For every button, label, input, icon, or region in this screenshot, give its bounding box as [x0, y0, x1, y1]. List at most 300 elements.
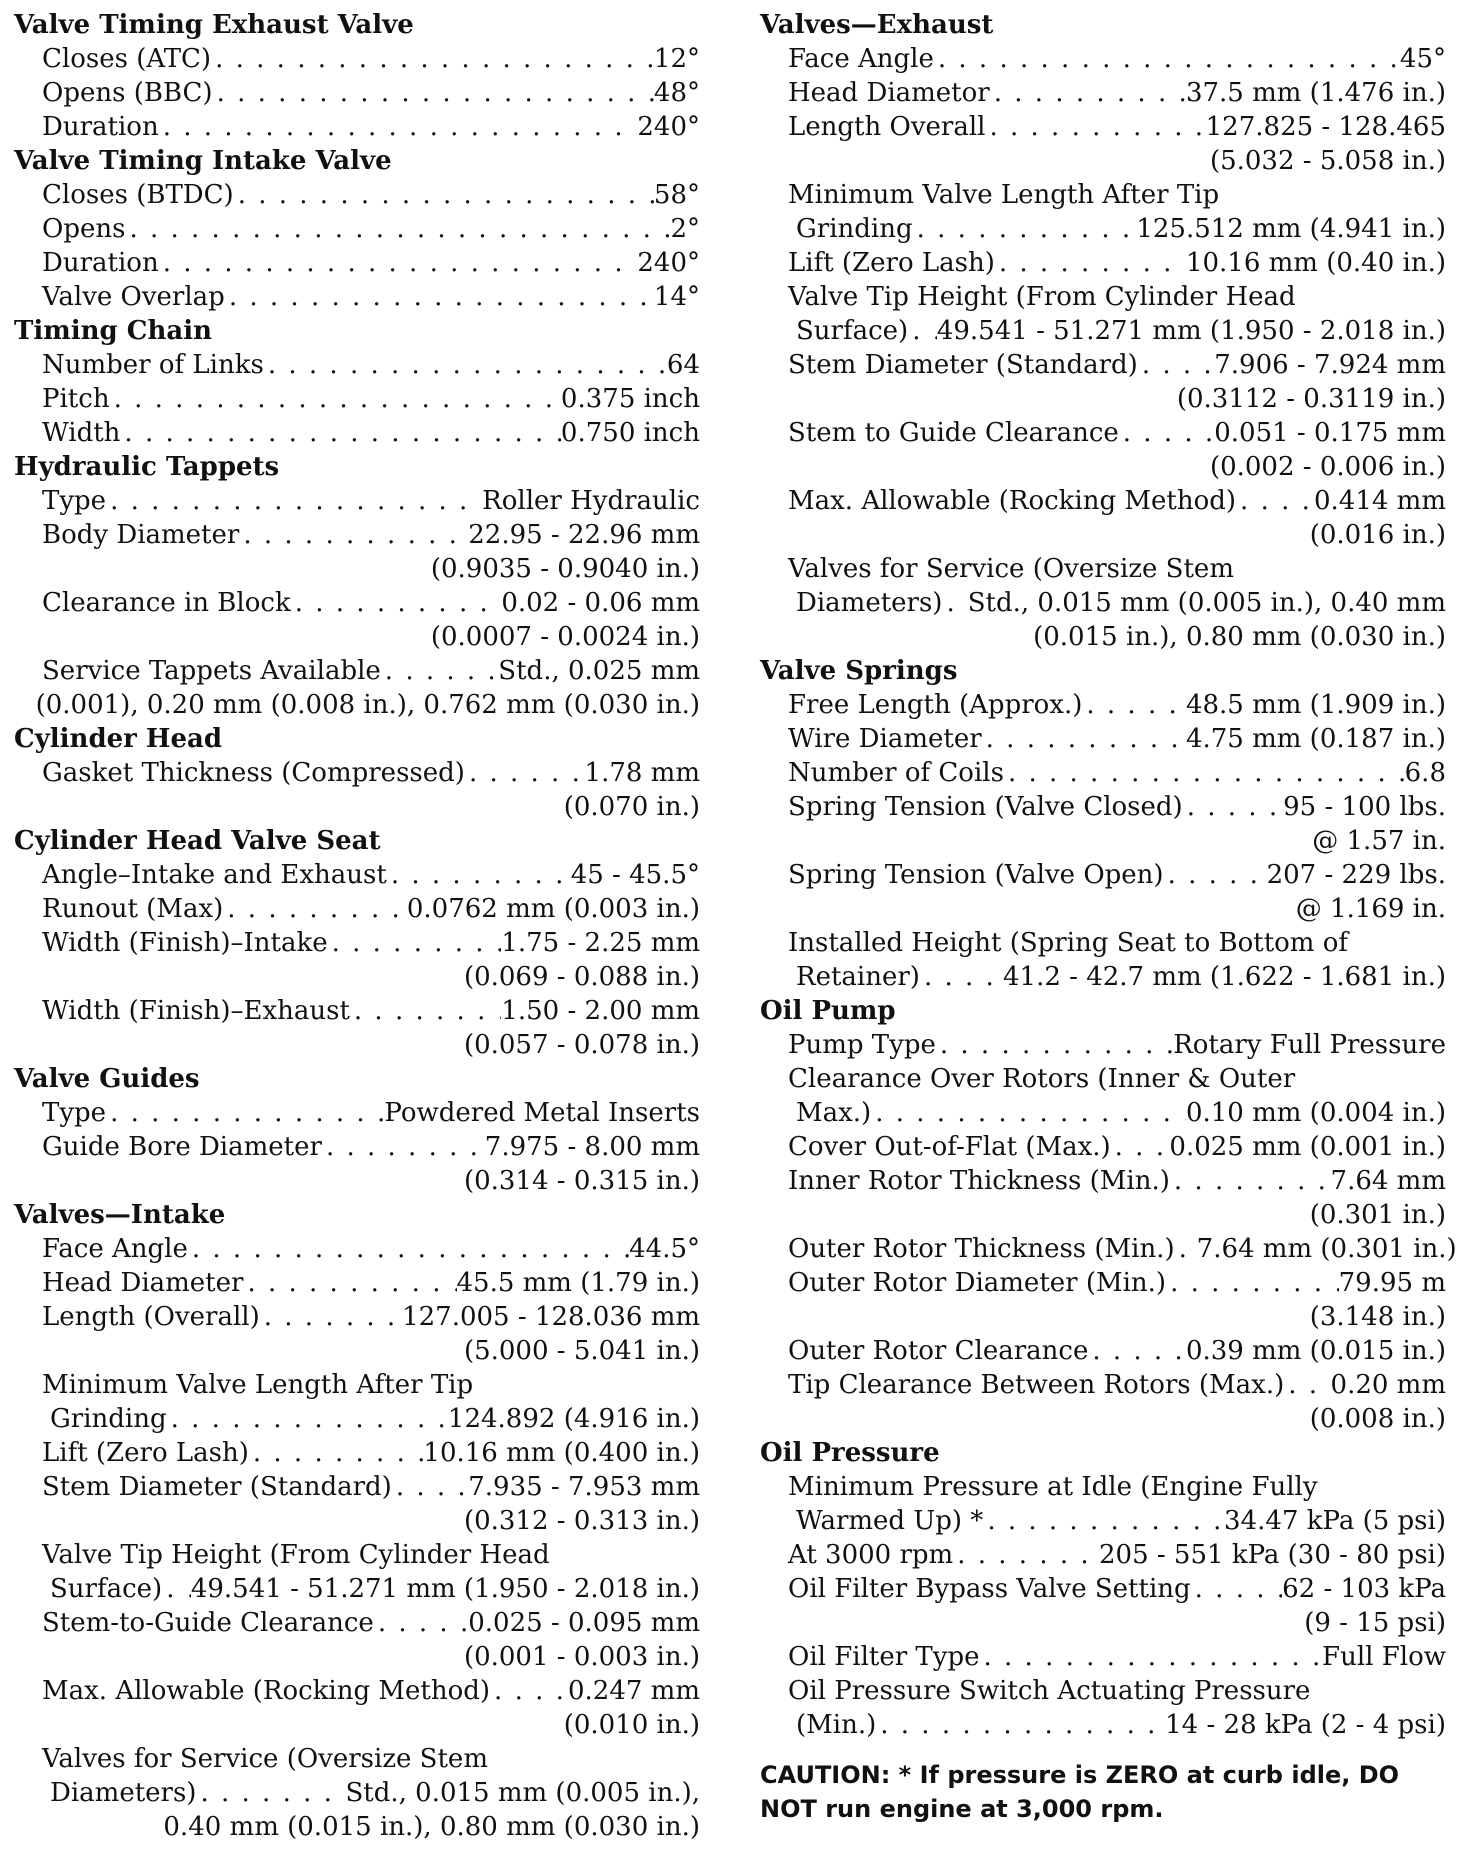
spec-row: [14, 76, 700, 110]
spec-value: 0.0762 mm (0.003 in.): [406, 894, 700, 924]
spec-label: Outer Rotor Clearance: [788, 1336, 1089, 1366]
leader-dots: [1111, 1130, 1170, 1164]
spec-label: Angle–Intake and Exhaust: [42, 860, 387, 890]
spec-value: 7.935 - 7.953 mm: [468, 1472, 700, 1502]
spec-label: Duration: [42, 112, 159, 142]
leader-dots: [159, 246, 638, 280]
spec-value-continued: (0.314 - 0.315 in.): [463, 1166, 700, 1196]
leader-dots: [225, 280, 654, 314]
spec-value: 205 - 551 kPa (30 - 80 psi): [1098, 1540, 1446, 1570]
leader-dots: [465, 756, 585, 790]
section-valves-intake: [14, 1198, 700, 1844]
spec-label-line: Installed Height (Spring Seat to Bottom of: [788, 928, 1348, 958]
section-timing-chain: [14, 314, 700, 450]
spec-label-line: Minimum Pressure at Idle (Engine Fully: [788, 1472, 1318, 1502]
spec-value: 44.5°: [629, 1234, 700, 1264]
section-heading: Cylinder Head: [14, 724, 223, 754]
spec-label: Outer Rotor Thickness (Min.): [788, 1234, 1175, 1264]
spec-value: 14°: [653, 282, 700, 312]
spec-value: 124.892 (4.916 in.): [447, 1404, 700, 1434]
leader-dots: [982, 722, 1186, 756]
spec-label: Pitch: [42, 384, 110, 414]
spec-label-line: Valve Tip Height (From Cylinder Head: [788, 282, 1296, 312]
spec-label: Free Length (Approx.): [788, 690, 1083, 720]
spec-value: 2°: [670, 214, 700, 244]
leader-dots: [1183, 790, 1283, 824]
spec-value: 10.16 mm (0.400 in.): [423, 1438, 700, 1468]
spec-label: Max. Allowable (Rocking Method): [788, 486, 1237, 516]
spec-label: At 3000 rpm: [788, 1540, 954, 1570]
spec-row: [14, 994, 700, 1028]
section-valve-timing-exhaust-valve: [14, 8, 700, 144]
spec-value-continued: (0.301 in.): [1309, 1200, 1446, 1230]
spec-value-continued: (0.016 in.): [1309, 520, 1446, 550]
spec-row: [14, 280, 700, 314]
spec-label: Retainer): [796, 962, 920, 992]
spec-label: Stem to Guide Clearance: [788, 418, 1119, 448]
spec-label: Opens (BBC): [42, 78, 213, 108]
spec-value: 0.025 - 0.095 mm: [468, 1608, 700, 1638]
spec-label: Lift (Zero Lash): [788, 248, 995, 278]
leader-dots: [234, 178, 654, 212]
leader-dots: [1191, 1572, 1282, 1606]
section-cylinder-head: [14, 722, 700, 824]
spec-row: [760, 1266, 1446, 1300]
spec-label: Inner Rotor Thickness (Min.): [788, 1166, 1170, 1196]
spec-label: Body Diameter: [42, 520, 240, 550]
leader-dots: [188, 1232, 629, 1266]
leader-dots: [1082, 688, 1186, 722]
spec-label: Number of Links: [42, 350, 264, 380]
spec-row: [14, 518, 700, 552]
spec-label: Clearance in Block: [42, 588, 291, 618]
leader-dots: [1088, 1334, 1186, 1368]
leader-dots: [167, 1402, 448, 1436]
section-heading: Oil Pressure: [760, 1438, 940, 1468]
right-sections: [760, 8, 1457, 1742]
spec-label: Max. Allowable (Rocking Method): [42, 1676, 491, 1706]
spec-value: 0.10 mm (0.004 in.): [1185, 1098, 1446, 1128]
spec-value: 62 - 103 kPa: [1282, 1574, 1446, 1604]
spec-label: Head Diametor: [788, 78, 990, 108]
leader-dots: [125, 212, 670, 246]
spec-label: Duration: [42, 248, 159, 278]
spec-value: 95 - 100 lbs.: [1283, 792, 1446, 822]
spec-row: [760, 756, 1446, 790]
spec-row: [14, 382, 700, 416]
leader-dots: [110, 382, 561, 416]
spec-value: 79.95 m: [1338, 1268, 1446, 1298]
leader-dots: [908, 314, 937, 348]
spec-value: 34.47 kPa (5 psi): [1224, 1506, 1446, 1536]
spec-row: [14, 1572, 700, 1606]
spec-label: Service Tappets Available: [42, 656, 381, 686]
spec-row: [760, 1232, 1457, 1266]
spec-row: [760, 1504, 1446, 1538]
spec-label-line: Minimum Valve Length After Tip: [42, 1370, 474, 1400]
leader-dots: [913, 212, 1137, 246]
spec-value: 0.051 - 0.175 mm: [1214, 418, 1446, 448]
section-valves-exhaust: [760, 8, 1446, 654]
spec-label: Outer Rotor Diameter (Min.): [788, 1268, 1167, 1298]
spec-value-continued: 0.40 mm (0.015 in.), 0.80 mm (0.030 in.): [163, 1812, 700, 1842]
caution-line-2: NOT run engine at 3,000 rpm.: [760, 1795, 1164, 1823]
spec-label: Width (Finish)–Intake: [42, 928, 328, 958]
spec-label: Head Diameter: [42, 1268, 244, 1298]
spec-row: [14, 1130, 700, 1164]
spec-label: Wire Diameter: [788, 724, 982, 754]
spec-value: 4.75 mm (0.187 in.): [1185, 724, 1446, 754]
spec-row: [760, 348, 1446, 382]
spec-row: [14, 1096, 700, 1130]
spec-value: Std., 0.025 mm: [498, 656, 700, 686]
spec-row: [14, 212, 700, 246]
leader-dots: [243, 1266, 456, 1300]
leader-dots: [328, 926, 502, 960]
spec-row: [14, 416, 700, 450]
spec-value: 41.2 - 42.7 mm (1.622 - 1.681 in.): [1003, 962, 1446, 992]
spec-value-continued: (0.015 in.), 0.80 mm (0.030 in.): [1033, 622, 1446, 652]
spec-label-line: Oil Pressure Switch Actuating Pressure: [788, 1676, 1311, 1706]
spec-value: 49.541 - 51.271 mm (1.950 - 2.018 in.): [936, 316, 1446, 346]
spec-row: [760, 1334, 1446, 1368]
spec-value: 49.541 - 51.271 mm (1.950 - 2.018 in.): [190, 1574, 700, 1604]
leader-dots: [387, 858, 571, 892]
spec-label: Gasket Thickness (Compressed): [42, 758, 465, 788]
spec-label: Opens: [42, 214, 126, 244]
spec-label: Length (Overall): [42, 1302, 260, 1332]
spec-label: Surface): [796, 316, 909, 346]
spec-label: Cover Out-of-Flat (Max.): [788, 1132, 1111, 1162]
leader-dots: [223, 892, 407, 926]
spec-label: Length Overall: [788, 112, 986, 142]
spec-value-continued: (0.9035 - 0.9040 in.): [430, 554, 700, 584]
section-heading: Oil Pump: [760, 996, 896, 1026]
spec-label-line: Valves for Service (Oversize Stem: [788, 554, 1234, 584]
spec-row: [760, 110, 1446, 144]
spec-row: [14, 756, 700, 790]
spec-value-continued: (0.001 - 0.003 in.): [463, 1642, 700, 1672]
leader-dots: [1236, 484, 1314, 518]
spec-value: 0.750 inch: [560, 418, 700, 448]
spec-value: Std., 0.015 mm (0.005 in.), 0.40 mm: [967, 588, 1446, 618]
spec-label: Diameters): [50, 1778, 197, 1808]
section-heading: Valve Timing Intake Valve: [14, 146, 392, 176]
leader-dots: [162, 1572, 191, 1606]
section-heading: Valve Guides: [14, 1064, 200, 1094]
leader-dots: [995, 246, 1186, 280]
leader-dots: [322, 1130, 485, 1164]
spec-row: [14, 348, 700, 382]
spec-row: [14, 1232, 700, 1266]
leader-dots: [990, 76, 1186, 110]
spec-row: [760, 1096, 1446, 1130]
leader-dots: [953, 1538, 1099, 1572]
right-column: [760, 8, 1457, 1826]
spec-label: Grinding: [50, 1404, 167, 1434]
spec-value-continued: (0.001), 0.20 mm (0.008 in.), 0.762 mm (0.030 in.): [35, 690, 700, 720]
spec-label: Surface): [50, 1574, 163, 1604]
spec-label: Grinding: [796, 214, 913, 244]
spec-label: Diameters): [796, 588, 943, 618]
spec-label: (Min.): [796, 1710, 877, 1740]
spec-value: 37.5 mm (1.476 in.): [1185, 78, 1446, 108]
leader-dots: [920, 960, 1003, 994]
leader-dots: [392, 1470, 468, 1504]
section-heading: Valves—Exhaust: [760, 10, 994, 40]
spec-value: Std., 0.015 mm (0.005 in.),: [345, 1778, 700, 1808]
leader-dots: [490, 1674, 568, 1708]
spec-label: Stem Diameter (Standard): [42, 1472, 392, 1502]
spec-row: [14, 1402, 700, 1436]
spec-value: 64: [666, 350, 700, 380]
leader-dots: [985, 110, 1205, 144]
leader-dots: [106, 1096, 384, 1130]
spec-row: [14, 178, 700, 212]
leader-dots: [871, 1096, 1186, 1130]
caution-line-1: CAUTION: * If pressure is ZERO at curb idle, DO: [760, 1761, 1400, 1789]
spec-value: 0.375 inch: [560, 384, 700, 414]
spec-value-continued: (0.008 in.): [1309, 1404, 1446, 1434]
spec-value-continued: (5.032 - 5.058 in.): [1209, 146, 1446, 176]
leader-dots: [120, 416, 561, 450]
spec-value: 14 - 28 kPa (2 - 4 psi): [1165, 1710, 1446, 1740]
spec-value: 0.39 mm (0.015 in.): [1185, 1336, 1446, 1366]
section-oil-pressure: [760, 1436, 1446, 1742]
spec-value-continued: (0.057 - 0.078 in.): [463, 1030, 700, 1060]
spec-value-continued: (0.069 - 0.088 in.): [463, 962, 700, 992]
spec-row: [760, 484, 1446, 518]
leader-dots: [1175, 1232, 1197, 1266]
spec-label: Stem-to-Guide Clearance: [42, 1608, 374, 1638]
spec-row: [760, 722, 1446, 756]
spec-row: [760, 212, 1446, 246]
spec-label: Max.): [796, 1098, 872, 1128]
spec-row: [760, 960, 1446, 994]
section-valve-timing-intake-valve: [14, 144, 700, 314]
spec-row: [14, 1436, 700, 1470]
spec-row: [760, 790, 1446, 824]
spec-label: Width (Finish)–Exhaust: [42, 996, 350, 1026]
spec-row: [760, 1130, 1446, 1164]
spec-label: Valve Overlap: [42, 282, 225, 312]
section-heading: Valves—Intake: [14, 1200, 226, 1230]
spec-label: Closes (ATC): [42, 44, 212, 74]
section-oil-pump: [760, 994, 1457, 1436]
spec-value: Rotary Full Pressure: [1173, 1030, 1446, 1060]
spec-row: [14, 1266, 700, 1300]
section-heading: Cylinder Head Valve Seat: [14, 826, 381, 856]
leader-dots: [934, 42, 1400, 76]
spec-row: [760, 586, 1446, 620]
spec-label-line: Clearance Over Rotors (Inner & Outer: [788, 1064, 1296, 1094]
leader-dots: [213, 76, 654, 110]
spec-value-continued: (9 - 15 psi): [1304, 1608, 1446, 1638]
spec-value: 7.975 - 8.00 mm: [484, 1132, 700, 1162]
spec-value: 0.20 mm: [1330, 1370, 1446, 1400]
spec-value: 7.906 - 7.924 mm: [1214, 350, 1446, 380]
spec-value: 48.5 mm (1.909 in.): [1185, 690, 1446, 720]
leader-dots: [983, 1504, 1224, 1538]
spec-label: Pump Type: [788, 1030, 936, 1060]
section-valve-springs: [760, 654, 1446, 994]
spec-value: Roller Hydraulic: [482, 486, 700, 516]
spec-label: Oil Filter Bypass Valve Setting: [788, 1574, 1191, 1604]
spec-label: Stem Diameter (Standard): [788, 350, 1138, 380]
spec-label-line: Valves for Service (Oversize Stem: [42, 1744, 488, 1774]
leader-dots: [249, 1436, 424, 1470]
spec-row: [760, 1708, 1446, 1742]
spec-value-continued: (0.070 in.): [563, 792, 700, 822]
caution-note: [760, 1758, 1446, 1826]
spec-value: 12°: [653, 44, 700, 74]
spec-row: [760, 1538, 1446, 1572]
leader-dots: [196, 1776, 345, 1810]
spec-label: Number of Coils: [788, 758, 1004, 788]
spec-value: 7.64 mm: [1330, 1166, 1446, 1196]
leader-dots: [1166, 1266, 1339, 1300]
leader-dots: [942, 586, 967, 620]
leader-dots: [159, 110, 638, 144]
spec-label-line: Minimum Valve Length After Tip: [788, 180, 1220, 210]
spec-row: [14, 892, 700, 926]
spec-value-continued: (0.3112 - 0.3119 in.): [1176, 384, 1446, 414]
leader-dots: [1170, 1164, 1331, 1198]
spec-value: 45°: [1399, 44, 1446, 74]
spec-label: Lift (Zero Lash): [42, 1438, 249, 1468]
spec-value-continued: @ 1.169 in.: [1295, 894, 1446, 924]
spec-value: 127.825 - 128.465: [1205, 112, 1446, 142]
section-heading: Valve Springs: [760, 656, 958, 686]
leader-dots: [381, 654, 499, 688]
spec-row: [14, 42, 700, 76]
section-heading: Timing Chain: [14, 316, 212, 346]
spec-row: [14, 654, 700, 688]
spec-value: 48°: [653, 78, 700, 108]
section-heading: Hydraulic Tappets: [14, 452, 280, 482]
section-cylinder-head-valve-seat: [14, 824, 700, 1062]
spec-row: [760, 1164, 1446, 1198]
leader-dots: [239, 518, 468, 552]
leader-dots: [264, 348, 667, 382]
spec-label: Runout (Max): [42, 894, 224, 924]
spec-value-continued: (5.000 - 5.041 in.): [463, 1336, 700, 1366]
spec-row: [14, 1674, 700, 1708]
spec-label: Spring Tension (Valve Open): [788, 860, 1164, 890]
spec-row: [760, 688, 1446, 722]
left-column: [14, 8, 700, 1844]
leader-dots: [1164, 858, 1267, 892]
spec-value: 0.414 mm: [1313, 486, 1446, 516]
spec-value: 207 - 229 lbs.: [1266, 860, 1446, 890]
spec-value: 240°: [637, 248, 700, 278]
leader-dots: [936, 1028, 1173, 1062]
leader-dots: [374, 1606, 468, 1640]
spec-value: 22.95 - 22.96 mm: [468, 520, 700, 550]
leader-dots: [1119, 416, 1214, 450]
spec-label: Width: [42, 418, 121, 448]
spec-value: 125.512 mm (4.941 in.): [1136, 214, 1446, 244]
spec-label: Face Angle: [788, 44, 934, 74]
spec-label-line: Valve Tip Height (From Cylinder Head: [42, 1540, 550, 1570]
spec-value-continued: (3.148 in.): [1309, 1302, 1446, 1332]
leader-dots: [291, 586, 502, 620]
leader-dots: [350, 994, 501, 1028]
spec-row: [760, 1028, 1446, 1062]
leader-dots: [1284, 1368, 1330, 1402]
spec-row: [14, 1470, 700, 1504]
leader-dots: [979, 1640, 1322, 1674]
spec-value: 6.8: [1404, 758, 1446, 788]
spec-label: Closes (BTDC): [42, 180, 234, 210]
spec-value: 10.16 mm (0.40 in.): [1185, 248, 1446, 278]
spec-value: 1.75 - 2.25 mm: [501, 928, 700, 958]
spec-value: 7.64 mm (0.301 in.): [1196, 1234, 1457, 1264]
spec-value: 127.005 - 128.036 mm: [402, 1302, 700, 1332]
spec-value: 1.50 - 2.00 mm: [501, 996, 700, 1026]
spec-row: [14, 110, 700, 144]
spec-label: Type: [42, 1098, 107, 1128]
spec-row: [14, 926, 700, 960]
spec-value-continued: (0.010 in.): [563, 1710, 700, 1740]
spec-row: [14, 858, 700, 892]
spec-label: Warmed Up) *: [796, 1506, 984, 1536]
section-hydraulic-tappets: [14, 450, 700, 722]
spec-row: [760, 76, 1446, 110]
spec-row: [760, 42, 1446, 76]
spec-row: [760, 246, 1446, 280]
spec-row: [760, 1368, 1446, 1402]
leader-dots: [260, 1300, 402, 1334]
spec-row: [760, 314, 1446, 348]
spec-row: [760, 1572, 1446, 1606]
spec-value: 45 - 45.5°: [570, 860, 700, 890]
section-valve-guides: [14, 1062, 700, 1198]
spec-label: Spring Tension (Valve Closed): [788, 792, 1183, 822]
leader-dots: [876, 1708, 1165, 1742]
spec-row: [14, 246, 700, 280]
spec-value: 0.02 - 0.06 mm: [501, 588, 700, 618]
spec-value: 0.247 mm: [567, 1676, 700, 1706]
spec-value: 45.5 mm (1.79 in.): [456, 1268, 700, 1298]
spec-row: [760, 858, 1446, 892]
spec-value: 1.78 mm: [584, 758, 700, 788]
spec-value: 240°: [637, 112, 700, 142]
spec-row: [760, 1640, 1446, 1674]
spec-value-continued: @ 1.57 in.: [1312, 826, 1446, 856]
spec-row: [14, 1776, 700, 1810]
spec-label: Type: [42, 486, 107, 516]
leader-dots: [211, 42, 654, 76]
spec-value-continued: (0.312 - 0.313 in.): [463, 1506, 700, 1536]
leader-dots: [1004, 756, 1405, 790]
section-heading: Valve Timing Exhaust Valve: [14, 10, 414, 40]
spec-row: [14, 1300, 700, 1334]
spec-value-continued: (0.002 - 0.006 in.): [1209, 452, 1446, 482]
spec-value: Powdered Metal Inserts: [384, 1098, 700, 1128]
spec-row: [14, 484, 700, 518]
spec-value: Full Flow: [1322, 1642, 1446, 1672]
spec-label: Face Angle: [42, 1234, 188, 1264]
spec-row: [14, 586, 700, 620]
spec-value: 58°: [653, 180, 700, 210]
spec-row: [14, 1606, 700, 1640]
spec-label: Tip Clearance Between Rotors (Max.): [788, 1370, 1285, 1400]
spec-value: 0.025 mm (0.001 in.): [1169, 1132, 1446, 1162]
spec-row: [760, 416, 1446, 450]
leader-dots: [106, 484, 482, 518]
leader-dots: [1138, 348, 1214, 382]
